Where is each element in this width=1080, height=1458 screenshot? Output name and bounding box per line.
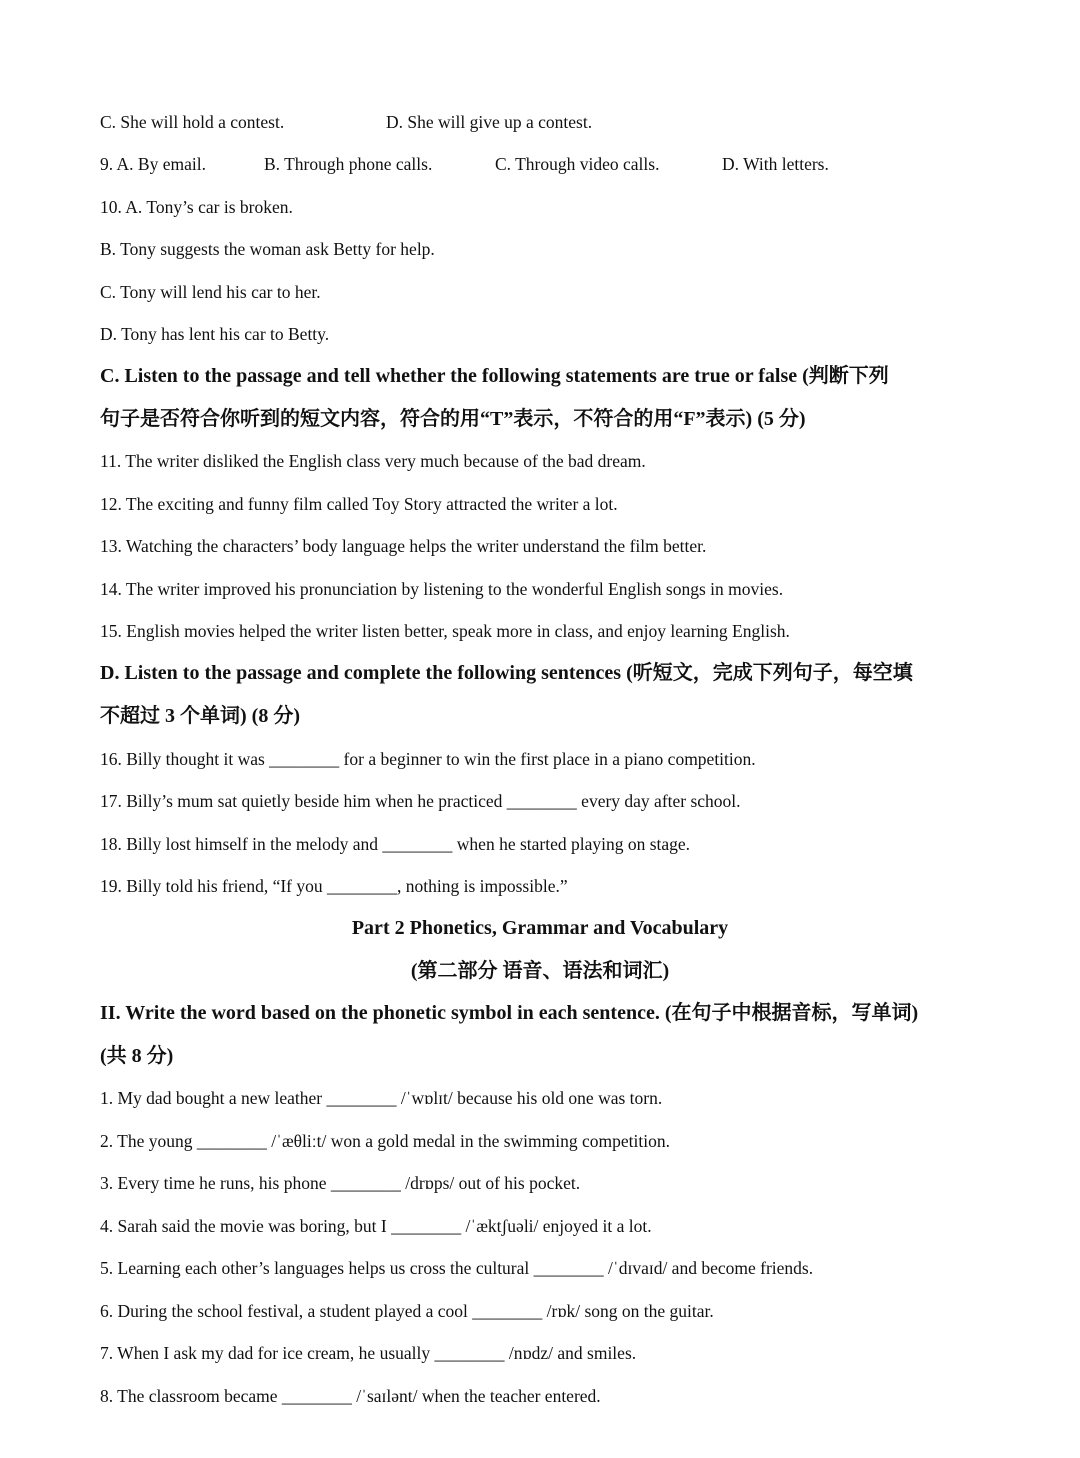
q8-option-d: D. She will give up a contest. [386,112,593,132]
q10-option-d: D. Tony has lent his car to Betty. [100,324,330,344]
section-ii-item-1: 1. My dad bought a new leather ________ /ˈwɒlɪt/ because his old one was torn. [100,1088,663,1108]
part2-title: Part 2 Phonetics, Grammar and Vocabulary [351,917,729,939]
section-ii-item-4: 4. Sarah said the movie was boring, but I ________ /ˈæktʃuəli/ enjoyed it a lot. [100,1216,652,1236]
section-ii-item-7: 7. When I ask my dad for ice cream, he usually ________ /nɒdz/ and smiles. [100,1343,637,1363]
section-ii-item-6: 6. During the school festival, a student played a cool ________ /rɒk/ song on the guitar. [100,1301,714,1321]
section-ii-item-5: 5. Learning each other’s languages helps us cross the cultural ________ /ˈdɪvaɪd/ and become friends. [100,1258,814,1278]
section-d-heading-line2: 不超过 3 个单词) (8 分) [100,705,300,727]
section-ii-item-2: 2. The young ________ /ˈæθliːt/ won a gold medal in the swimming competition. [100,1131,670,1151]
q8-option-c: C. She will hold a contest. [100,112,285,132]
q9-option-c: C. Through video calls. [495,154,660,174]
section-d-item-19: 19. Billy told his friend, “If you ________, nothing is impossible.” [100,876,568,896]
section-c-item-15: 15. English movies helped the writer listen better, speak more in class, and enjoy learning English. [100,621,790,641]
section-ii-item-8: 8. The classroom became ________ /ˈsaɪlənt/ when the teacher entered. [100,1386,601,1406]
q9-option-b: B. Through phone calls. [264,154,433,174]
section-c-item-12: 12. The exciting and funny film called Toy Story attracted the writer a lot. [100,494,618,514]
section-ii-heading-line1: II. Write the word based on the phonetic symbol in each sentence. (在句子中根据音标，写单词) [100,1002,919,1024]
section-ii-heading-line2: (共 8 分) [100,1045,174,1067]
section-d-heading-line1: D. Listen to the passage and complete the following sentences (听短文，完成下列句子，每空填 [100,662,913,684]
q9-option-a: 9. A. By email. [100,154,206,174]
q10-option-c: C. Tony will lend his car to her. [100,282,321,302]
section-ii-item-3: 3. Every time he runs, his phone ________ /drɒps/ out of his pocket. [100,1173,581,1193]
q9-option-d: D. With letters. [722,154,829,174]
section-c-item-14: 14. The writer improved his pronunciation by listening to the wonderful English songs in movies. [100,579,784,599]
section-c-heading-line2: 句子是否符合你听到的短文内容，符合的用“T”表示，不符合的用“F”表示) (5 分) [100,408,806,430]
q10-option-b: B. Tony suggests the woman ask Betty for help. [100,239,435,259]
q10-option-a: 10. A. Tony’s car is broken. [100,197,293,217]
part2-subtitle: (第二部分 语音、语法和词汇) [410,960,670,982]
section-d-item-16: 16. Billy thought it was ________ for a beginner to win the first place in a piano competition. [100,749,756,769]
section-c-item-13: 13. Watching the characters’ body language helps the writer understand the film better. [100,536,707,556]
section-c-item-11: 11. The writer disliked the English class very much because of the bad dream. [100,451,646,471]
section-c-heading-line1: C. Listen to the passage and tell whether the following statements are true or false (判断下列 [100,365,889,387]
section-d-item-18: 18. Billy lost himself in the melody and ________ when he started playing on stage. [100,834,691,854]
section-d-item-17: 17. Billy’s mum sat quietly beside him when he practiced ________ every day after school. [100,791,741,811]
